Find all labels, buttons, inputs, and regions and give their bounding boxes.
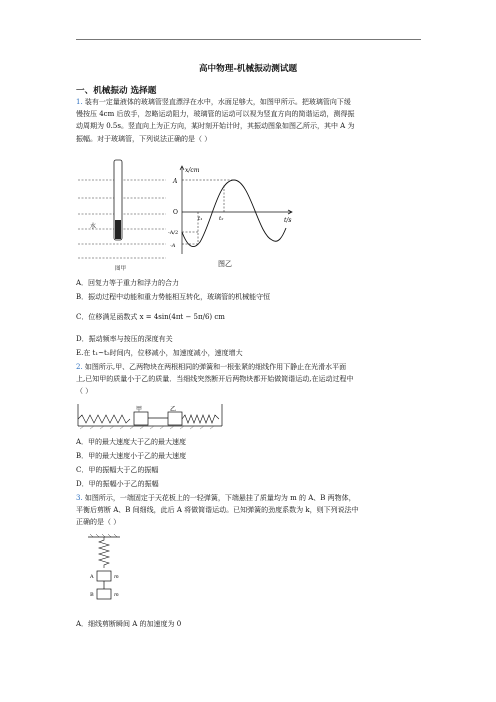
- q1-line: 装有一定量液体的玻璃管竖直漂浮在水中，水面足够大，如图甲所示。把玻璃管向下缓: [84, 98, 351, 106]
- q2-line: （ ）: [76, 387, 93, 396]
- block-A-label: A: [90, 574, 94, 580]
- q2-line: 上,已知甲的质量小于乙的质量．当细线突然断开后两物块都开始做简谐运动,在运动过程中: [76, 375, 354, 384]
- mass-B-label: m: [114, 592, 119, 598]
- q1-option-c[interactable]: C．位移满足函数式 x = 4sin(4πt − 5π/6) cm: [76, 313, 225, 321]
- question-number: 3.: [76, 494, 83, 502]
- q2-option-b[interactable]: B．甲的最大速度小于乙的最大速度: [76, 452, 187, 460]
- q3-option-a[interactable]: A．细线剪断瞬间 A 的加速度为 0: [76, 620, 182, 628]
- figure-b-graph: [168, 162, 298, 258]
- tick-O: O: [173, 209, 178, 216]
- figure-a-caption: 图甲: [115, 266, 127, 272]
- q1-line: 慢按压 4cm 后放手，忽略运动阻力，玻璃管的运动可以视为竖直方向的简谐运动，测得振: [76, 110, 355, 119]
- q3-line: 如图所示，一端固定于天花板上的一轻弹簧，下端悬挂了质量均为 m 的 A、B 两物体，: [84, 494, 356, 502]
- q2-option-d[interactable]: D．甲的振幅小于乙的振幅: [76, 480, 159, 488]
- q2-line: 如图所示,甲、乙两物块在两根相同的弹簧和一根张紧的细线作用下静止在光滑水平面: [84, 363, 347, 371]
- q1-option-b[interactable]: B．振动过程中动能和重力势能相互转化，玻璃管的机械能守恒: [76, 293, 271, 301]
- block-jia-label: 甲: [136, 406, 143, 413]
- block-yi-label: 乙: [170, 406, 177, 413]
- block-B-label: B: [90, 592, 94, 598]
- mass-A-label: m: [114, 574, 119, 580]
- question-number: 1.: [76, 98, 83, 106]
- q1-option-a[interactable]: A．回复力等于重力和浮力的合力: [76, 279, 180, 287]
- q3-line: 正确的是（ ）: [76, 518, 121, 527]
- figure-a-tube: [76, 158, 168, 274]
- graph-x-label: t/s: [284, 217, 292, 224]
- q1-option-e[interactable]: E.在 t₁~t₂时间内，位移减小，加速度减小，速度增大: [76, 349, 243, 357]
- question-3: [76, 492, 424, 529]
- figure-springs-blocks: [76, 400, 224, 430]
- figure-hanging-spring: [86, 534, 136, 606]
- q2-option-a[interactable]: A．甲的最大速度大于乙的最大速度: [76, 438, 187, 446]
- question-2: [76, 361, 424, 398]
- tick-neg-A: -A: [170, 243, 176, 249]
- question-1: [76, 96, 424, 145]
- q3-line: 平衡后剪断 A、B 间细线，此后 A 将做简谐运动。已知弹簧的劲度系数为 k，则下列说法中: [76, 506, 359, 515]
- figure-b-caption: 图乙: [218, 260, 232, 268]
- q1-line: 动周期为 0.5s。竖直向上为正方向，某时刻开始计时，其振动图象如图乙所示，其中 A 为: [76, 122, 355, 131]
- q1-option-d[interactable]: D．振动频率与按压的深度有关: [76, 335, 173, 343]
- question-number: 2.: [76, 363, 83, 371]
- header-rule: [76, 39, 421, 40]
- q1-line: 振幅。对于玻璃管，下列说法正确的是（ ）: [76, 134, 212, 143]
- tick-neg-half-A: -A/2: [168, 230, 179, 236]
- graph-y-label: x/cm: [185, 167, 200, 174]
- tick-t1: t₁: [198, 216, 203, 222]
- tick-A: A: [173, 178, 178, 185]
- section-heading: 一、机械振动 选择题: [76, 86, 157, 96]
- water-label: 水: [90, 223, 97, 230]
- tick-t2: t₂: [219, 216, 224, 222]
- q2-option-c[interactable]: C．甲的振幅大于乙的振幅: [76, 466, 159, 474]
- page-title: 高中物理-机械振动测试题: [198, 64, 298, 74]
